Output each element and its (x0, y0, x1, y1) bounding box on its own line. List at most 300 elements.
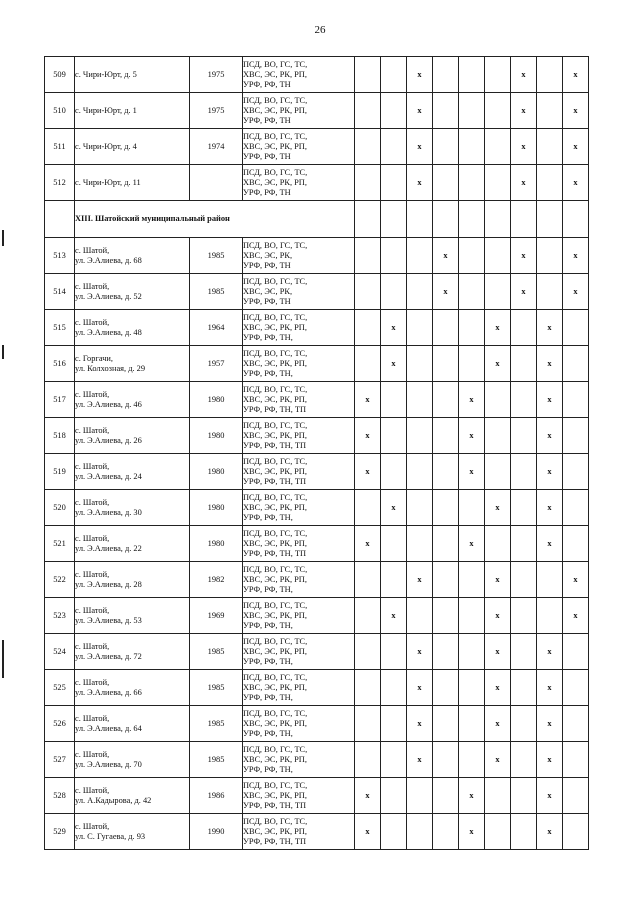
scan-mark-top (2, 230, 4, 246)
mark-cell (459, 598, 485, 634)
systems-codes-cell (243, 57, 355, 93)
address-line: с. Шатой, (75, 821, 110, 831)
mark-cell (537, 93, 563, 129)
codes-line: УРФ, РФ, ТН, (243, 512, 293, 522)
mark-cell (485, 274, 511, 310)
address-cell (75, 165, 190, 201)
mark-cell: x (485, 310, 511, 346)
mark-cell (459, 742, 485, 778)
address-cell (75, 93, 190, 129)
table-row (45, 634, 589, 670)
mark-cell (485, 778, 511, 814)
mark-cell (563, 706, 589, 742)
systems-codes-cell (243, 346, 355, 382)
mark-cell: x (485, 490, 511, 526)
mark-cell (511, 310, 537, 346)
address-line: с. Шатой, (75, 713, 110, 723)
mark-cell (511, 670, 537, 706)
systems-codes-cell (243, 526, 355, 562)
mark-cell (459, 238, 485, 274)
mark-cell (537, 274, 563, 310)
address-line: с. Чири-Юрт, д. 1 (75, 105, 137, 115)
codes-line: ХВС, ЭС, РК, РП, (243, 394, 307, 404)
codes-line: УРФ, РФ, ТН (243, 296, 291, 306)
table-row (45, 274, 589, 310)
mark-cell: x (459, 382, 485, 418)
row-number-cell: 513 (45, 238, 75, 274)
codes-line: ХВС, ЭС, РК, РП, (243, 141, 307, 151)
table-row (45, 526, 589, 562)
address-line: с. Шатой, (75, 281, 110, 291)
mark-cell (459, 634, 485, 670)
section-empty-cell (433, 201, 459, 238)
table-row (45, 382, 589, 418)
address-line: с. Шатой, (75, 245, 110, 255)
mark-cell (407, 598, 433, 634)
address-line: ул. Э.Алиева, д. 66 (75, 687, 142, 697)
mark-cell (511, 598, 537, 634)
year-cell: 1985 (190, 670, 243, 706)
mark-cell (433, 562, 459, 598)
mark-cell (381, 778, 407, 814)
mark-cell: x (537, 418, 563, 454)
mark-cell (355, 310, 381, 346)
address-cell (75, 526, 190, 562)
table-row (45, 418, 589, 454)
codes-line: ПСД, ВО, ГС, ТС, (243, 240, 308, 250)
codes-line: ХВС, ЭС, РК, РП, (243, 790, 307, 800)
mark-cell (433, 814, 459, 850)
codes-line: ПСД, ВО, ГС, ТС, (243, 131, 308, 141)
mark-cell (563, 526, 589, 562)
mark-cell (381, 57, 407, 93)
codes-line: УРФ, РФ, ТН, (243, 728, 293, 738)
section-empty-cell (381, 201, 407, 238)
mark-cell (381, 562, 407, 598)
mark-cell: x (355, 778, 381, 814)
address-cell (75, 310, 190, 346)
row-number-cell: 521 (45, 526, 75, 562)
systems-codes-cell (243, 778, 355, 814)
year-cell: 1986 (190, 778, 243, 814)
address-line: с. Шатой, (75, 533, 110, 543)
codes-line: УРФ, РФ, ТН (243, 187, 291, 197)
codes-line: ПСД, ВО, ГС, ТС, (243, 420, 308, 430)
mark-cell (381, 418, 407, 454)
mark-cell (485, 93, 511, 129)
mark-cell (563, 382, 589, 418)
mark-cell (563, 778, 589, 814)
scan-mark-bottom (2, 640, 4, 678)
address-line: ул. Э.Алиева, д. 30 (75, 507, 142, 517)
mark-cell: x (407, 670, 433, 706)
mark-cell (407, 310, 433, 346)
row-number-cell: 510 (45, 93, 75, 129)
mark-cell: x (485, 634, 511, 670)
section-empty-cell (485, 201, 511, 238)
codes-line: УРФ, РФ, ТН, ТП (243, 404, 307, 414)
mark-cell: x (563, 129, 589, 165)
address-cell (75, 129, 190, 165)
codes-line: УРФ, РФ, ТН (243, 79, 291, 89)
mark-cell (407, 382, 433, 418)
mark-cell (459, 670, 485, 706)
mark-cell (511, 634, 537, 670)
address-line: с. Чири-Юрт, д. 4 (75, 141, 137, 151)
table-row (45, 814, 589, 850)
codes-line: ПСД, ВО, ГС, ТС, (243, 456, 308, 466)
mark-cell: x (537, 778, 563, 814)
codes-line: УРФ, РФ, ТН, ТП (243, 800, 307, 810)
section-number-cell (45, 201, 75, 238)
mark-cell (511, 814, 537, 850)
table-row (45, 238, 589, 274)
section-empty-cell (459, 201, 485, 238)
row-number-cell: 529 (45, 814, 75, 850)
mark-cell (563, 346, 589, 382)
systems-codes-cell (243, 562, 355, 598)
address-line: с. Шатой, (75, 389, 110, 399)
mark-cell (433, 93, 459, 129)
mark-cell: x (537, 310, 563, 346)
mark-cell (433, 670, 459, 706)
codes-line: ХВС, ЭС, РК, РП, (243, 502, 307, 512)
address-cell (75, 418, 190, 454)
table-row (45, 93, 589, 129)
mark-cell (355, 346, 381, 382)
mark-cell (563, 490, 589, 526)
mark-cell (459, 93, 485, 129)
housing-register-table (44, 56, 589, 850)
mark-cell: x (511, 93, 537, 129)
mark-cell (485, 418, 511, 454)
mark-cell (459, 274, 485, 310)
systems-codes-cell (243, 454, 355, 490)
mark-cell (485, 238, 511, 274)
year-cell: 1980 (190, 418, 243, 454)
mark-cell (459, 57, 485, 93)
mark-cell (537, 165, 563, 201)
codes-line: ХВС, ЭС, РК, РП, (243, 538, 307, 548)
row-number-cell: 514 (45, 274, 75, 310)
mark-cell: x (381, 598, 407, 634)
mark-cell (459, 310, 485, 346)
address-cell (75, 490, 190, 526)
mark-cell: x (563, 165, 589, 201)
mark-cell (563, 418, 589, 454)
mark-cell (381, 93, 407, 129)
mark-cell (355, 129, 381, 165)
mark-cell (563, 310, 589, 346)
mark-cell (511, 382, 537, 418)
codes-line: УРФ, РФ, ТН (243, 115, 291, 125)
codes-line: ХВС, ЭС, РК, РП, (243, 69, 307, 79)
mark-cell (355, 742, 381, 778)
mark-cell: x (537, 526, 563, 562)
mark-cell: x (485, 742, 511, 778)
row-number-cell: 511 (45, 129, 75, 165)
codes-line: УРФ, РФ, ТН (243, 151, 291, 161)
mark-cell (485, 165, 511, 201)
mark-cell: x (485, 706, 511, 742)
mark-cell (511, 562, 537, 598)
mark-cell (407, 274, 433, 310)
codes-line: ПСД, ВО, ГС, ТС, (243, 95, 308, 105)
row-number-cell: 525 (45, 670, 75, 706)
rows-chiri-yurt (45, 57, 589, 201)
mark-cell: x (459, 778, 485, 814)
mark-cell: x (407, 742, 433, 778)
codes-line: УРФ, РФ, ТН, (243, 764, 293, 774)
mark-cell (433, 346, 459, 382)
address-cell (75, 238, 190, 274)
row-number-cell: 515 (45, 310, 75, 346)
address-line: ул. С. Гугаева, д. 93 (75, 831, 146, 841)
mark-cell (511, 346, 537, 382)
mark-cell: x (355, 526, 381, 562)
year-cell: 1985 (190, 274, 243, 310)
codes-line: ПСД, ВО, ГС, ТС, (243, 528, 308, 538)
mark-cell: x (355, 454, 381, 490)
mark-cell (381, 814, 407, 850)
mark-cell (433, 418, 459, 454)
address-line: ул. Э.Алиева, д. 22 (75, 543, 142, 553)
mark-cell: x (537, 346, 563, 382)
table-row (45, 165, 589, 201)
systems-codes-cell (243, 129, 355, 165)
mark-cell (355, 670, 381, 706)
table-row (45, 742, 589, 778)
scan-mark-middle (2, 345, 4, 359)
mark-cell (381, 670, 407, 706)
mark-cell (485, 57, 511, 93)
mark-cell (485, 129, 511, 165)
section-empty-cell (407, 201, 433, 238)
section-empty-cell (355, 201, 381, 238)
mark-cell: x (485, 598, 511, 634)
mark-cell: x (537, 454, 563, 490)
codes-line: ХВС, ЭС, РК, РП, (243, 610, 307, 620)
codes-line: УРФ, РФ, ТН, (243, 332, 293, 342)
codes-line: ПСД, ВО, ГС, ТС, (243, 744, 308, 754)
table-row (45, 310, 589, 346)
codes-line: ПСД, ВО, ГС, ТС, (243, 492, 308, 502)
row-number-cell: 517 (45, 382, 75, 418)
codes-line: УРФ, РФ, ТН, ТП (243, 476, 307, 486)
mark-cell (355, 706, 381, 742)
year-cell: 1985 (190, 238, 243, 274)
codes-line: ПСД, ВО, ГС, ТС, (243, 312, 308, 322)
mark-cell (407, 490, 433, 526)
codes-line: УРФ, РФ, ТН (243, 260, 291, 270)
systems-codes-cell (243, 165, 355, 201)
year-cell: 1975 (190, 57, 243, 93)
codes-line: ПСД, ВО, ГС, ТС, (243, 564, 308, 574)
address-line: ул. Э.Алиева, д. 24 (75, 471, 142, 481)
address-line: ул. Э.Алиева, д. 26 (75, 435, 142, 445)
mark-cell: x (511, 165, 537, 201)
address-line: с. Шатой, (75, 749, 110, 759)
mark-cell: x (537, 814, 563, 850)
address-cell (75, 562, 190, 598)
systems-codes-cell (243, 93, 355, 129)
mark-cell (485, 454, 511, 490)
address-line: с. Шатой, (75, 785, 110, 795)
mark-cell (433, 57, 459, 93)
codes-line: ХВС, ЭС, РК, РП, (243, 466, 307, 476)
mark-cell: x (537, 742, 563, 778)
year-cell: 1990 (190, 814, 243, 850)
codes-line: УРФ, РФ, ТН, (243, 620, 293, 630)
mark-cell (355, 57, 381, 93)
address-line: ул. Э.Алиева, д. 70 (75, 759, 142, 769)
mark-cell (381, 454, 407, 490)
row-number-cell: 520 (45, 490, 75, 526)
mark-cell (511, 526, 537, 562)
rows-shatoy (45, 238, 589, 850)
mark-cell (511, 418, 537, 454)
systems-codes-cell (243, 670, 355, 706)
codes-line: УРФ, РФ, ТН, (243, 656, 293, 666)
row-number-cell: 528 (45, 778, 75, 814)
codes-line: ХВС, ЭС, РК, РП, (243, 105, 307, 115)
mark-cell: x (485, 346, 511, 382)
section-empty-cell (537, 201, 563, 238)
mark-cell (511, 742, 537, 778)
systems-codes-cell (243, 742, 355, 778)
mark-cell (459, 129, 485, 165)
systems-codes-cell (243, 814, 355, 850)
mark-cell (433, 310, 459, 346)
codes-line: ПСД, ВО, ГС, ТС, (243, 816, 308, 826)
address-line: с. Шатой, (75, 317, 110, 327)
codes-line: ХВС, ЭС, РК, РП, (243, 322, 307, 332)
mark-cell: x (459, 454, 485, 490)
mark-cell (433, 706, 459, 742)
systems-codes-cell (243, 238, 355, 274)
mark-cell (459, 165, 485, 201)
mark-cell: x (485, 670, 511, 706)
mark-cell: x (355, 418, 381, 454)
address-line: ул. Колхозная, д. 29 (75, 363, 146, 373)
mark-cell (407, 454, 433, 490)
address-cell (75, 670, 190, 706)
address-line: ул. А.Кадырова, д. 42 (75, 795, 152, 805)
table-row (45, 778, 589, 814)
codes-line: ХВС, ЭС, РК, РП, (243, 682, 307, 692)
mark-cell: x (537, 490, 563, 526)
address-line: ул. Э.Алиева, д. 68 (75, 255, 142, 265)
mark-cell: x (407, 706, 433, 742)
year-cell: 1974 (190, 129, 243, 165)
row-number-cell: 527 (45, 742, 75, 778)
address-cell (75, 346, 190, 382)
table-row (45, 454, 589, 490)
codes-line: ПСД, ВО, ГС, ТС, (243, 708, 308, 718)
mark-cell (485, 382, 511, 418)
mark-cell: x (355, 814, 381, 850)
mark-cell (355, 238, 381, 274)
mark-cell: x (537, 706, 563, 742)
mark-cell (511, 706, 537, 742)
mark-cell (563, 634, 589, 670)
mark-cell (407, 346, 433, 382)
mark-cell: x (511, 129, 537, 165)
codes-line: ПСД, ВО, ГС, ТС, (243, 672, 308, 682)
mark-cell (355, 562, 381, 598)
year-cell: 1985 (190, 742, 243, 778)
table-row (45, 670, 589, 706)
codes-line: ПСД, ВО, ГС, ТС, (243, 384, 308, 394)
mark-cell: x (407, 165, 433, 201)
mark-cell: x (407, 93, 433, 129)
address-line: с. Шатой, (75, 569, 110, 579)
address-line: с. Шатой, (75, 677, 110, 687)
mark-cell (511, 778, 537, 814)
address-line: с. Чири-Юрт, д. 11 (75, 177, 141, 187)
address-line: ул. Э.Алиева, д. 64 (75, 723, 142, 733)
address-cell (75, 634, 190, 670)
address-cell (75, 814, 190, 850)
mark-cell (459, 706, 485, 742)
mark-cell (537, 598, 563, 634)
mark-cell: x (537, 670, 563, 706)
systems-codes-cell (243, 418, 355, 454)
section-title: XIII. Шатойский муниципальный район (75, 201, 355, 238)
row-number-cell: 523 (45, 598, 75, 634)
mark-cell (433, 490, 459, 526)
row-number-cell: 519 (45, 454, 75, 490)
mark-cell (537, 129, 563, 165)
mark-cell (433, 742, 459, 778)
codes-line: ХВС, ЭС, РК, РП, (243, 826, 307, 836)
year-cell: 1980 (190, 490, 243, 526)
mark-cell: x (563, 93, 589, 129)
mark-cell (459, 490, 485, 526)
codes-line: ХВС, ЭС, РК, РП, (243, 718, 307, 728)
mark-cell (381, 526, 407, 562)
table-row (45, 706, 589, 742)
section-empty-cell (511, 201, 537, 238)
mark-cell (433, 382, 459, 418)
address-line: ул. Э.Алиева, д. 52 (75, 291, 142, 301)
section-empty-cell (563, 201, 589, 238)
mark-cell (407, 778, 433, 814)
page-number: 26 (314, 24, 326, 36)
mark-cell: x (407, 129, 433, 165)
mark-cell: x (381, 490, 407, 526)
mark-cell (537, 57, 563, 93)
mark-cell (485, 526, 511, 562)
mark-cell: x (381, 310, 407, 346)
codes-line: ХВС, ЭС, РК, (243, 250, 293, 260)
mark-cell (407, 814, 433, 850)
systems-codes-cell (243, 634, 355, 670)
mark-cell: x (511, 57, 537, 93)
systems-codes-cell (243, 598, 355, 634)
mark-cell (433, 778, 459, 814)
mark-cell: x (563, 57, 589, 93)
codes-line: ПСД, ВО, ГС, ТС, (243, 636, 308, 646)
row-number-cell: 522 (45, 562, 75, 598)
codes-line: ХВС, ЭС, РК, РП, (243, 754, 307, 764)
year-cell: 1985 (190, 634, 243, 670)
mark-cell (511, 454, 537, 490)
mark-cell (563, 454, 589, 490)
codes-line: ХВС, ЭС, РК, РП, (243, 430, 307, 440)
mark-cell (433, 526, 459, 562)
table-row (45, 129, 589, 165)
